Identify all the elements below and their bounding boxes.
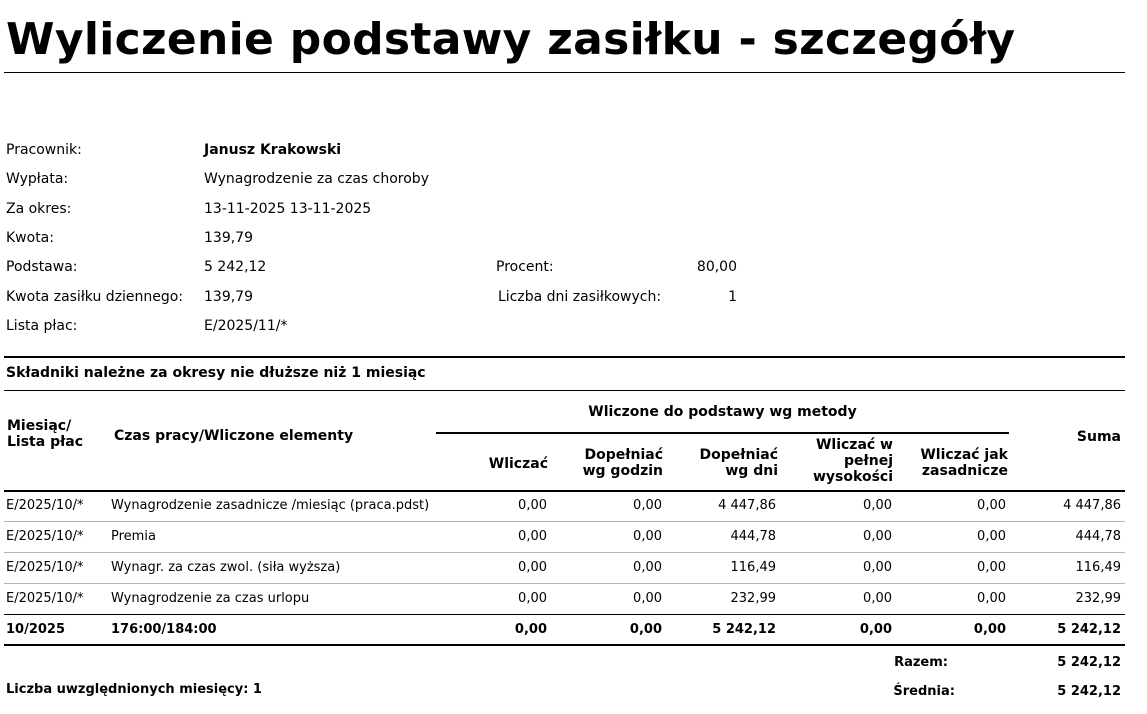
table-row-3-wliczac-jak: 0,00: [977, 560, 1006, 575]
table-row-3-suma: 116,49: [1075, 560, 1121, 575]
header-wliczac-pelnej: Wliczać w pełnej wysokości: [813, 437, 893, 485]
razem-label: Razem:: [894, 655, 948, 670]
table-row-1-element: Wynagrodzenie zasadnicze /miesiąc (praca.pdst): [111, 498, 430, 513]
kwota-dzienna-label: Kwota zasiłku dziennego:: [6, 289, 184, 305]
table-row-2-wliczac-jak: 0,00: [977, 529, 1006, 544]
total-czas: 176:00/184:00: [111, 622, 217, 637]
razem-value: 5 242,12: [1057, 655, 1121, 670]
header-bottom-rule: [4, 490, 1125, 492]
total-wliczac-pelnej: 0,00: [859, 622, 892, 637]
table-row-1-wliczac-pelnej: 0,00: [863, 498, 892, 513]
section-title: Składniki należne za okresy nie dłuższe niż 1 miesiąc: [6, 365, 426, 381]
kwota-dzienna-value: 139,79: [204, 289, 253, 305]
total-miesiac: 10/2025: [6, 622, 66, 637]
table-row-2-wliczac: 0,00: [518, 529, 547, 544]
table-row-4-dopelniac-godzin: 0,00: [633, 591, 662, 606]
header-czas: Czas pracy/Wliczone elementy: [114, 428, 354, 444]
procent-value: 80,00: [696, 259, 737, 275]
table-row-3-miesiac: E/2025/10/*: [6, 560, 84, 575]
total-bottom-rule: [4, 644, 1125, 646]
total-suma: 5 242,12: [1057, 622, 1121, 637]
table-row-2-miesiac: E/2025/10/*: [6, 529, 84, 544]
header-dopelniac-dni: Dopełniać wg dni: [699, 447, 778, 479]
table-row-1-wliczac-jak: 0,00: [977, 498, 1006, 513]
table-row-2-dopelniac-godzin: 0,00: [633, 529, 662, 544]
table-row-4-dopelniac-dni: 232,99: [730, 591, 776, 606]
header-dopelniac-godzin: Dopełniać wg godzin: [582, 447, 663, 479]
liczba-dni-value: 1: [728, 289, 737, 305]
row-separator: [4, 521, 1125, 522]
table-row-3-wliczac: 0,00: [518, 560, 547, 575]
table-row-4-wliczac-jak: 0,00: [977, 591, 1006, 606]
lista-plac-value: E/2025/11/*: [204, 318, 288, 334]
table-row-1-dopelniac-dni: 4 447,86: [718, 498, 776, 513]
pracownik-label: Pracownik:: [6, 142, 82, 158]
table-row-2-suma: 444,78: [1075, 529, 1121, 544]
table-row-1-miesiac: E/2025/10/*: [6, 498, 84, 513]
header-suma: Suma: [1076, 429, 1121, 445]
table-row-1-suma: 4 447,86: [1063, 498, 1121, 513]
liczba-dni-label: Liczba dni zasiłkowych:: [498, 289, 662, 305]
row-separator: [4, 552, 1125, 553]
kwota-label: Kwota:: [6, 230, 54, 246]
pracownik-value: Janusz Krakowski: [204, 142, 342, 158]
header-group-rule: [436, 432, 1009, 434]
liczba-miesiecy: Liczba uwzględnionych miesięcy: 1: [6, 682, 262, 697]
lista-plac-label: Lista płac:: [6, 318, 78, 334]
table-row-4-element: Wynagrodzenie za czas urlopu: [111, 591, 310, 606]
kwota-value: 139,79: [204, 230, 253, 246]
podstawa-label: Podstawa:: [6, 259, 78, 275]
header-group: Wliczone do podstawy wg metody: [588, 404, 857, 420]
table-row-1-wliczac: 0,00: [518, 498, 547, 513]
table-row-3-wliczac-pelnej: 0,00: [863, 560, 892, 575]
table-row-2-element: Premia: [111, 529, 156, 544]
section-top-rule: [4, 356, 1125, 358]
table-row-2-dopelniac-dni: 444,78: [730, 529, 776, 544]
table-row-1-dopelniac-godzin: 0,00: [633, 498, 662, 513]
row-separator: [4, 583, 1125, 584]
table-row-2-wliczac-pelnej: 0,00: [863, 529, 892, 544]
title-divider: [4, 72, 1125, 73]
header-wliczac: Wliczać: [488, 456, 548, 472]
total-dopelniac-dni: 5 242,12: [712, 622, 776, 637]
total-wliczac: 0,00: [514, 622, 547, 637]
table-row-3-dopelniac-dni: 116,49: [730, 560, 776, 575]
section-bottom-rule: [4, 390, 1125, 391]
podstawa-value: 5 242,12: [204, 259, 267, 275]
table-row-4-wliczac-pelnej: 0,00: [863, 591, 892, 606]
srednia-label: Średnia:: [893, 684, 955, 699]
header-wliczac-jak: Wliczać jak zasadnicze: [920, 447, 1008, 479]
procent-label: Procent:: [496, 259, 554, 275]
total-wliczac-jak: 0,00: [973, 622, 1006, 637]
srednia-value: 5 242,12: [1057, 684, 1121, 699]
page-title: Wyliczenie podstawy zasiłku - szczegóły: [6, 14, 1016, 65]
wyplata-value: Wynagrodzenie za czas choroby: [204, 171, 429, 187]
total-dopelniac-godzin: 0,00: [629, 622, 662, 637]
wyplata-label: Wypłata:: [6, 171, 69, 187]
total-top-rule: [4, 614, 1125, 615]
okres-value: 13-11-2025 13-11-2025: [204, 201, 372, 217]
table-row-4-suma: 232,99: [1075, 591, 1121, 606]
table-row-3-dopelniac-godzin: 0,00: [633, 560, 662, 575]
table-row-4-wliczac: 0,00: [518, 591, 547, 606]
header-miesiac: Miesiąc/ Lista płac: [7, 418, 84, 450]
table-row-4-miesiac: E/2025/10/*: [6, 591, 84, 606]
okres-label: Za okres:: [6, 201, 72, 217]
table-row-3-element: Wynagr. za czas zwol. (siła wyższa): [111, 560, 341, 575]
